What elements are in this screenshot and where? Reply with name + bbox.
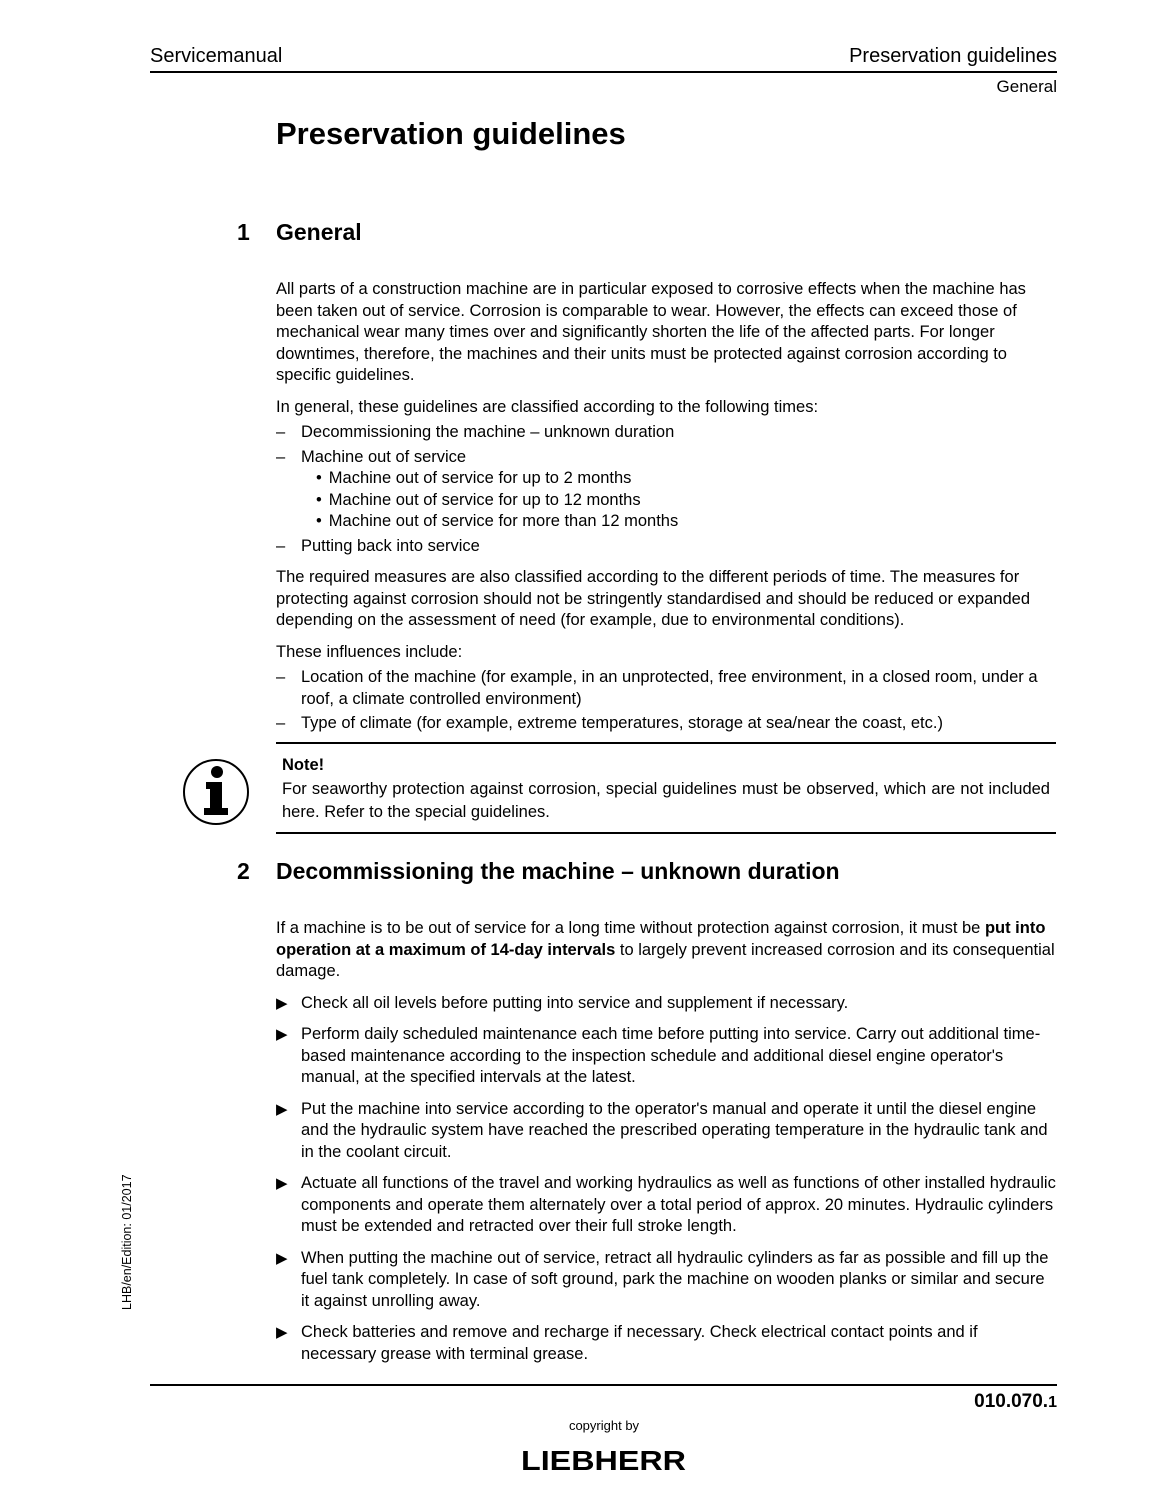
header-manual-title: Servicemanual: [150, 45, 283, 67]
section-1-number: 1: [237, 219, 250, 245]
arrow-icon: ▶: [276, 1175, 288, 1192]
step-item: ▶ Put the machine into service according to the operator's manual and operate it until the diesel engine and the hydraulic system have reached the prescribed operating temperature in the hydraulic tank and in the coolant circuit.: [276, 1099, 1048, 1161]
steps-list: [276, 993, 1056, 1366]
section-1-paragraph-3: The required measures are also classified according to the different periods of time. The measures for protecting against corrosion should not be stringently standardised and should be reduced or expanded depending on the assessment of need (for example, due to environmental conditions).: [276, 568, 1031, 629]
section-1-title: General: [276, 219, 362, 245]
header-divider: [150, 71, 1057, 73]
arrow-icon: ▶: [276, 1249, 288, 1267]
note-text: For seaworthy protection against corrosion, special guidelines must be observed, which are not included here. Refer to the special guidelines.: [282, 780, 1050, 821]
list-item: – Decommissioning the machine – unknown duration: [276, 422, 1056, 444]
edition-label: LHB/en/Edition: 01/2017: [120, 1174, 134, 1310]
list-item: – Type of climate (for example, extreme temperatures, storage at sea/near the coast, etc.): [276, 713, 1056, 735]
step-item: ▶ Check all oil levels before putting into service and supplement if necessary.: [276, 993, 1056, 1015]
page-number: 010.070.1: [974, 1391, 1057, 1412]
section-2-title: Decommissioning the machine – unknown duration: [276, 858, 840, 884]
page-title: Preservation guidelines: [276, 116, 626, 151]
arrow-icon: ▶: [276, 1324, 288, 1341]
section-2-intro: If a machine is to be out of service for a long time without protection against corrosion, it must be put into operation at a maximum of 14-day intervals to largely prevent increased corrosion and its consequential damage.: [276, 919, 1055, 980]
header-section-title: General: [996, 77, 1057, 96]
copyright-text: copyright by: [568, 1418, 640, 1433]
step-item: ▶ When putting the machine out of service, retract all hydraulic cylinders as far as possible and fill up the fuel tank completely. In case of soft ground, park the machine on wooden planks or similar and secure it against unrolling away.: [276, 1248, 1049, 1310]
sub-list-item: • Machine out of service for up to 2 months: [316, 469, 632, 487]
svg-text:LIEBHERR: LIEBHERR: [521, 1447, 686, 1473]
step-item: ▶ Perform daily scheduled maintenance each time before putting into service. Carry out additional time-based maintenance according to the inspection schedule and additional diesel engine operator's manual, at the specified intervals at the latest.: [276, 1025, 1041, 1086]
liebherr-logo: [520, 1447, 687, 1473]
arrow-icon: ▶: [276, 994, 288, 1012]
step-item: ▶ Actuate all functions of the travel and working hydraulics as well as functions of other installed hydraulic components and operate them alternately over a total period of approx. 20 minutes. Hydraulic cylinders must be extended and retracted over their full stroke length.: [276, 1174, 1056, 1235]
section-2-body: [276, 918, 1056, 1375]
header-chapter-title: Preservation guidelines: [849, 45, 1057, 67]
footer-divider: [150, 1384, 1057, 1386]
sub-list: [301, 468, 1056, 533]
duration-list: [276, 422, 1056, 557]
step-item: ▶ Check batteries and remove and recharge if necessary. Check electrical contact points and if necessary grease with terminal grease.: [276, 1323, 978, 1363]
note-title: Note!: [282, 756, 325, 774]
arrow-icon: ▶: [276, 1026, 288, 1043]
info-icon: [182, 758, 250, 826]
section-2-number: 2: [237, 858, 250, 884]
list-item: – Putting back into service: [276, 536, 1056, 558]
note-box: [276, 742, 1056, 834]
list-item: – Location of the machine (for example, in an unprotected, free environment, in a closed room, under a roof, a climate controlled environment): [276, 667, 1056, 710]
influences-list: [276, 667, 1056, 735]
section-1-paragraph-1: All parts of a construction machine are in particular exposed to corrosive effects when the machine has been taken out of service. Corrosion is comparable to wear. However, the effects can exceed those of mechanical wear many times over and significantly shorten the life of the affected parts. For longer downtimes, therefore, the machines and their units must be protected against corrosion according to specific guidelines.: [276, 280, 1026, 384]
section-1-body: [276, 279, 1056, 745]
section-1-paragraph-4: These influences include:: [276, 642, 463, 661]
arrow-icon: ▶: [276, 1100, 288, 1118]
sub-list-item: • Machine out of service for more than 12 months: [316, 512, 679, 530]
sub-list-item: • Machine out of service for up to 12 months: [316, 490, 641, 509]
list-item: – Machine out of service • Machine out of service for up to 2 months • Machine out of service for up to 12 months • Machine out of service for more than 12 months: [276, 447, 1056, 533]
section-1-paragraph-2: In general, these guidelines are classified according to the following times:: [276, 397, 819, 416]
